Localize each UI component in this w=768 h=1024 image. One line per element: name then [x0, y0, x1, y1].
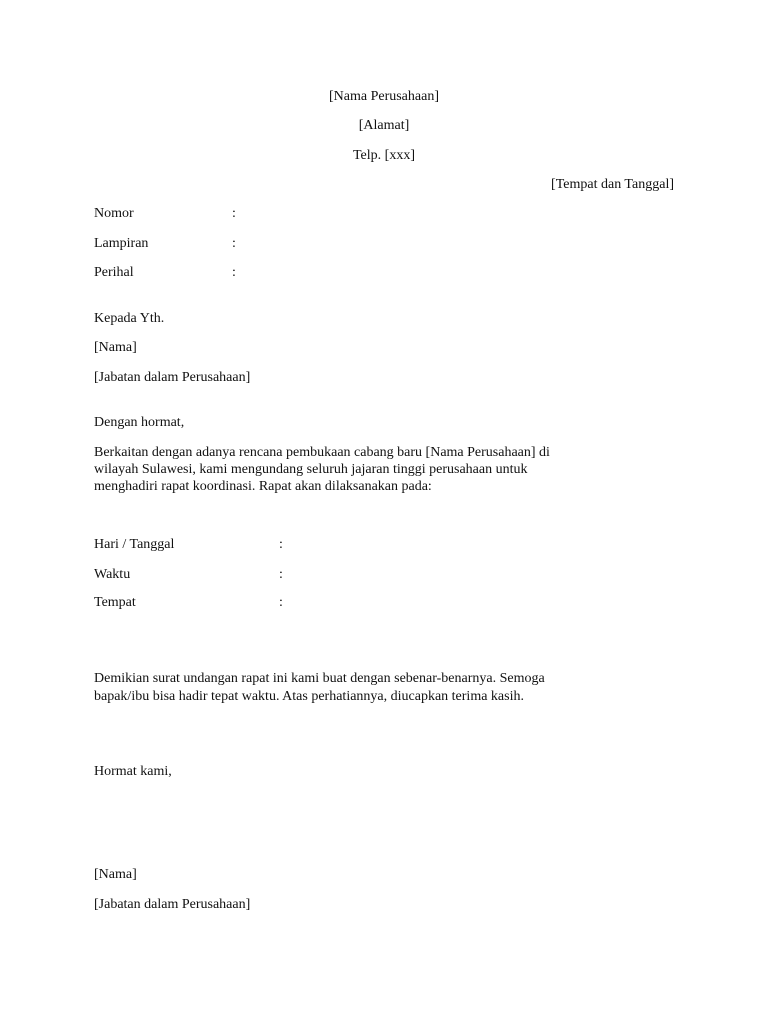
recipient-position: [Jabatan dalam Perusahaan]	[94, 370, 251, 385]
meta-separator: :	[232, 236, 236, 251]
company-address: [Alamat]	[358, 118, 410, 133]
place-and-date: [Tempat dan Tanggal]	[551, 177, 674, 192]
detail-label-time: Waktu	[94, 567, 131, 582]
company-name: [Nama Perusahaan]	[328, 89, 439, 104]
detail-separator: :	[279, 567, 283, 582]
detail-label-place: Tempat	[94, 595, 136, 610]
signature-regards: Hormat kami,	[94, 764, 172, 779]
recipient-salutation: Kepada Yth.	[94, 311, 165, 326]
meta-label-perihal: Perihal	[94, 265, 134, 280]
meta-separator: :	[232, 206, 236, 221]
intro-line: menghadiri rapat koordinasi. Rapat akan dilaksanakan pada:	[94, 479, 432, 494]
greeting: Dengan hormat,	[94, 415, 185, 430]
recipient-name: [Nama]	[94, 340, 137, 355]
closing-line: Demikian surat undangan rapat ini kami buat dengan sebenar-benarnya. Semoga	[94, 671, 545, 686]
meta-separator: :	[232, 265, 236, 280]
detail-label-date: Hari / Tanggal	[94, 537, 175, 552]
intro-line: Berkaitan dengan adanya rencana pembukaan cabang baru [Nama Perusahaan] di	[94, 445, 550, 460]
intro-line: wilayah Sulawesi, kami mengundang seluruh jajaran tinggi perusahaan untuk	[94, 462, 528, 477]
detail-separator: :	[279, 595, 283, 610]
meta-label-nomor: Nomor	[94, 206, 134, 221]
meta-label-lampiran: Lampiran	[94, 236, 149, 251]
signature-position: [Jabatan dalam Perusahaan]	[94, 897, 251, 912]
company-phone: Telp. [xxx]	[352, 148, 415, 163]
signature-name: [Nama]	[94, 867, 137, 882]
detail-separator: :	[279, 537, 283, 552]
closing-line: bapak/ibu bisa hadir tepat waktu. Atas perhatiannya, diucapkan terima kasih.	[94, 689, 524, 704]
